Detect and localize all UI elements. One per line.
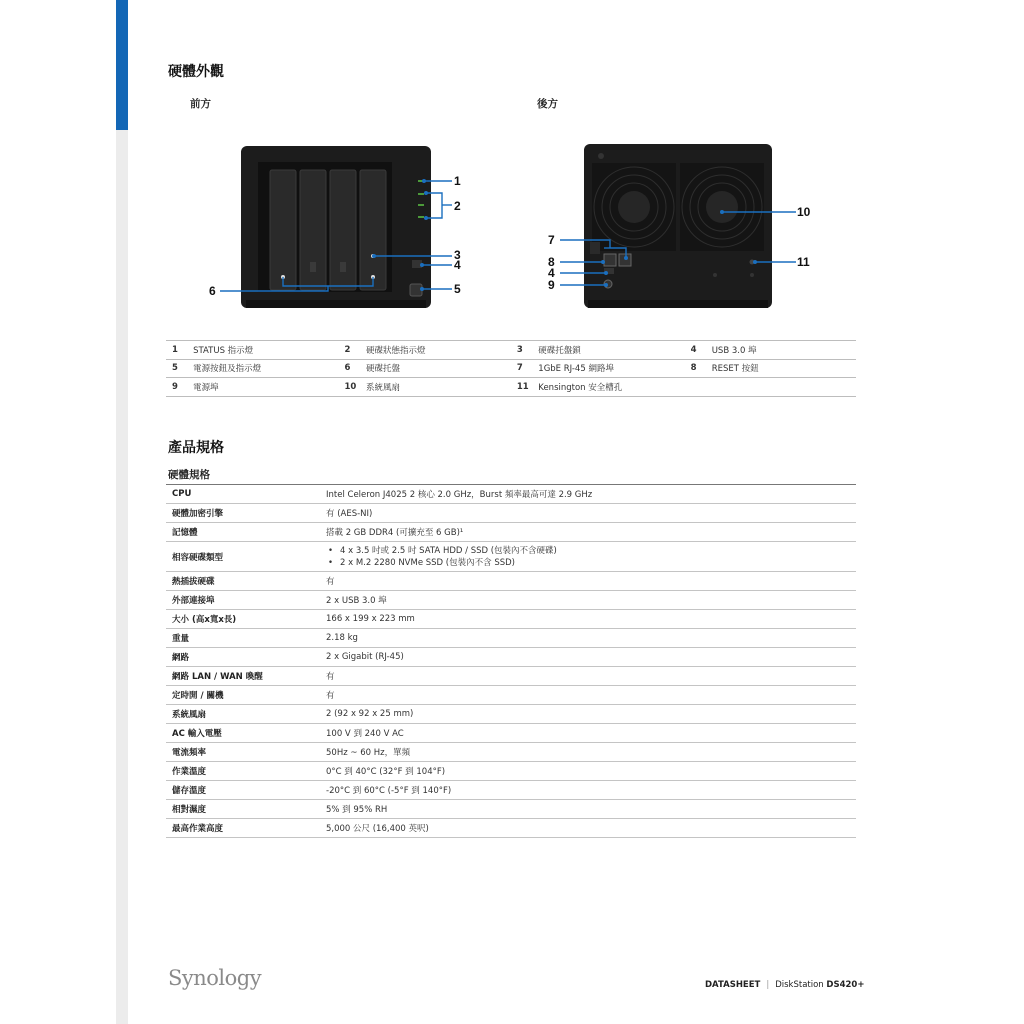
spec-value: Intel Celeron J4025 2 核心 2.0 GHz，Burst 頻率最高可達 2.9 GHz — [326, 485, 856, 504]
spec-row — [166, 591, 856, 610]
callout-9: 9 — [548, 278, 555, 292]
spec-key: 網路 LAN / WAN 喚醒 — [166, 667, 326, 686]
spec-row — [166, 485, 856, 504]
legend-label: 系統風扇 — [366, 378, 511, 397]
nas-back-view — [548, 144, 811, 308]
drive-tray-4 — [360, 170, 386, 290]
spec-row — [166, 610, 856, 629]
callout-4: 4 — [454, 258, 461, 272]
callout-2: 2 — [454, 199, 461, 213]
legend-num: 1 — [166, 341, 193, 360]
spec-row — [166, 667, 856, 686]
spec-value: 有 — [326, 572, 856, 591]
spec-value: 50Hz ~ 60 Hz，單頻 — [326, 743, 856, 762]
component-legend-table — [166, 340, 856, 397]
legend-num: 9 — [166, 378, 193, 397]
callout-11: 11 — [797, 255, 810, 269]
legend-row — [166, 378, 856, 397]
footer-separator: | — [766, 980, 770, 990]
hardware-specs-subtitle: 硬體規格 — [168, 469, 210, 481]
drive-tray-1 — [270, 170, 296, 290]
callout-3: 3 — [454, 248, 461, 262]
legend-label: STATUS 指示燈 — [193, 341, 338, 360]
legend-label: 電源埠 — [193, 378, 338, 397]
spec-key: 系統風扇 — [166, 705, 326, 724]
spec-key: 相容硬碟類型 — [166, 542, 326, 572]
legend-num: 7 — [511, 359, 538, 378]
legend-num: 6 — [339, 359, 366, 378]
list-item: • 2 x M.2 2280 NVMe SSD (包裝內不含 SSD) — [326, 557, 856, 569]
spec-row — [166, 743, 856, 762]
spec-row — [166, 686, 856, 705]
footer-product-model: DS420+ — [826, 980, 865, 990]
spec-value: 100 V 到 240 V AC — [326, 724, 856, 743]
spec-row — [166, 523, 856, 542]
spec-row — [166, 572, 856, 591]
hardware-spec-table — [166, 484, 856, 838]
lan-port-1 — [604, 254, 616, 266]
spec-value: 2 x USB 3.0 埠 — [326, 591, 856, 610]
legend-num: 5 — [166, 359, 193, 378]
synology-logo: Synology — [168, 966, 262, 990]
front-base — [246, 300, 426, 308]
spec-value: 166 x 199 x 223 mm — [326, 610, 856, 629]
legend-label: 電源按鈕及指示燈 — [193, 359, 338, 378]
callout-10: 10 — [797, 205, 811, 219]
lan-port-2 — [619, 254, 631, 266]
legend-num: 11 — [511, 378, 538, 397]
spec-row — [166, 542, 856, 572]
legend-label: 硬碟托盤 — [366, 359, 511, 378]
spec-row — [166, 762, 856, 781]
spec-value — [326, 542, 856, 572]
spec-value: 有 — [326, 667, 856, 686]
spec-row — [166, 800, 856, 819]
legend-label: 硬碟托盤鎖 — [538, 341, 684, 360]
callout-6: 6 — [209, 284, 216, 298]
back-view-label: 後方 — [537, 98, 558, 110]
legend-row — [166, 341, 856, 360]
spec-row — [166, 705, 856, 724]
spec-row — [166, 504, 856, 523]
spec-value: 有 (AES-NI) — [326, 504, 856, 523]
legend-num: 3 — [511, 341, 538, 360]
legend-label — [712, 378, 856, 397]
spec-value: 2 (92 x 92 x 25 mm) — [326, 705, 856, 724]
legend-row — [166, 359, 856, 378]
drive-type-list — [326, 545, 856, 569]
spec-key: 重量 — [166, 629, 326, 648]
spec-row — [166, 781, 856, 800]
spec-row — [166, 648, 856, 667]
specs-title: 產品規格 — [168, 440, 224, 456]
spec-value: 5% 到 95% RH — [326, 800, 856, 819]
spec-value: 2.18 kg — [326, 629, 856, 648]
spec-key: 大小 (高x寬x長) — [166, 610, 326, 629]
footer-product-prefix: DiskStation — [775, 980, 824, 990]
spec-key: 相對濕度 — [166, 800, 326, 819]
legend-label: 硬碟狀態指示燈 — [366, 341, 511, 360]
spec-key: 最高作業高度 — [166, 819, 326, 838]
spec-key: 硬體加密引擎 — [166, 504, 326, 523]
footer-doc-type: DATASHEET — [705, 980, 761, 990]
nas-hardware-diagram — [0, 0, 1024, 330]
spec-value: 有 — [326, 686, 856, 705]
legend-label: USB 3.0 埠 — [712, 341, 856, 360]
legend-num: 8 — [685, 359, 712, 378]
spec-value: 2 x Gigabit (RJ-45) — [326, 648, 856, 667]
front-view-label: 前方 — [190, 98, 211, 110]
spec-key: 作業溫度 — [166, 762, 326, 781]
spec-value: -20°C 到 60°C (-5°F 到 140°F) — [326, 781, 856, 800]
legend-num: 10 — [339, 378, 366, 397]
nas-front-view — [209, 146, 461, 308]
list-item: • 4 x 3.5 吋或 2.5 吋 SATA HDD / SSD (包裝內不含硬碟) — [326, 545, 856, 557]
callout-1: 1 — [454, 174, 461, 188]
legend-num: 2 — [339, 341, 366, 360]
appearance-title: 硬體外觀 — [168, 64, 224, 80]
spec-key: 記憶體 — [166, 523, 326, 542]
spec-row — [166, 629, 856, 648]
page-footer — [705, 980, 864, 990]
spec-key: 電流頻率 — [166, 743, 326, 762]
legend-label: Kensington 安全槽孔 — [538, 378, 684, 397]
spec-value: 0°C 到 40°C (32°F 到 104°F) — [326, 762, 856, 781]
callout-7: 7 — [548, 233, 555, 247]
spec-key: 儲存溫度 — [166, 781, 326, 800]
spec-value: 搭載 2 GB DDR4 (可擴充至 6 GB)¹ — [326, 523, 856, 542]
callout-8: 8 — [548, 255, 555, 269]
spec-key: 定時開 / 關機 — [166, 686, 326, 705]
spec-key: 外部連接埠 — [166, 591, 326, 610]
callout-5: 5 — [454, 282, 461, 296]
spec-row — [166, 819, 856, 838]
callout-4-back: 4 — [548, 266, 555, 280]
legend-label: 1GbE RJ-45 網路埠 — [538, 359, 684, 378]
spec-row — [166, 724, 856, 743]
spec-value: 5,000 公尺 (16,400 英呎) — [326, 819, 856, 838]
spec-key: AC 輸入電壓 — [166, 724, 326, 743]
legend-num — [685, 378, 712, 397]
spec-key: 網路 — [166, 648, 326, 667]
spec-key: CPU — [166, 485, 326, 504]
legend-num: 4 — [685, 341, 712, 360]
legend-label: RESET 按鈕 — [712, 359, 856, 378]
spec-key: 熱插拔硬碟 — [166, 572, 326, 591]
